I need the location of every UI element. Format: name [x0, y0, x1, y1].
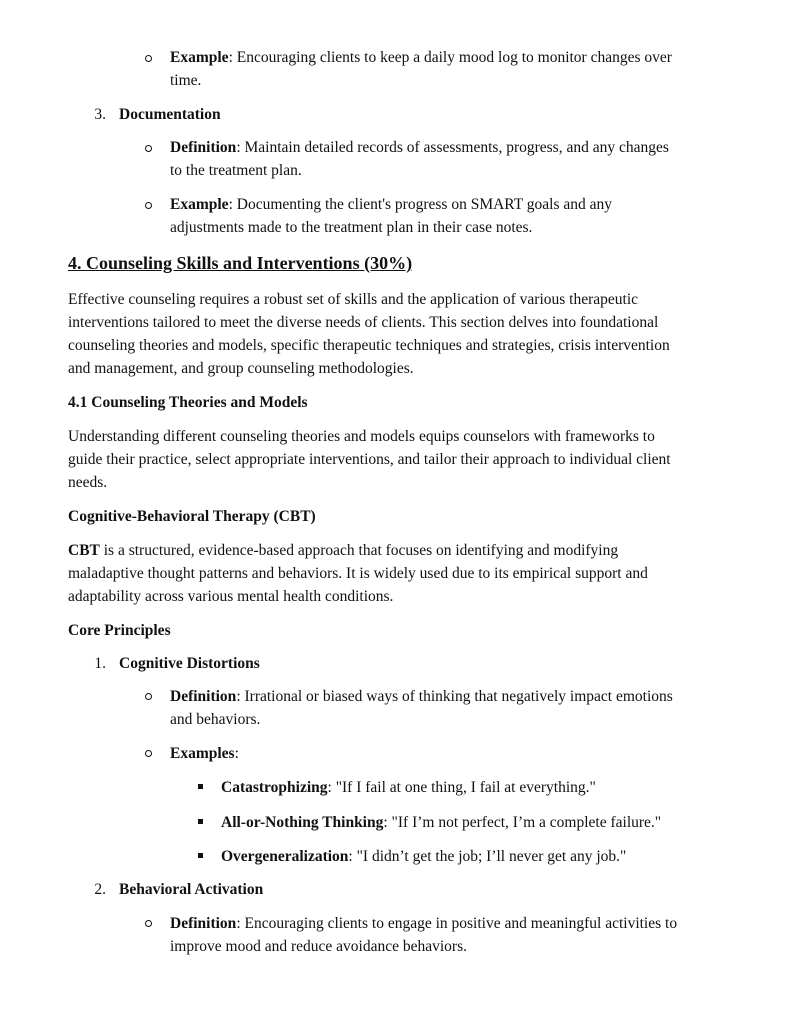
section-4-intro-line: and management, and group counseling methodologies.	[68, 360, 414, 377]
documentation-title: Documentation	[119, 106, 221, 123]
documentation-example: Example: Documenting the client's progress on SMART goals and any	[170, 196, 612, 213]
example-catastrophizing: Catastrophizing: "If I fail at one thing, I fail at everything."	[221, 779, 596, 796]
example-label: Example	[170, 49, 229, 66]
cbt-line-1: CBT is a structured, evidence-based approach that focuses on identifying and modifying	[68, 542, 619, 559]
hollow-bullet-icon	[145, 145, 152, 152]
hollow-bullet-icon	[145, 202, 152, 209]
hollow-bullet-icon	[145, 750, 152, 757]
top-example-line	[170, 46, 672, 69]
hollow-bullet-icon	[145, 55, 152, 62]
top-example-cont: time.	[170, 72, 202, 89]
behavioral-activation-definition-cont: improve mood and reduce avoidance behaviors.	[170, 938, 467, 955]
core-principles-heading: Core Principles	[68, 622, 171, 639]
hollow-bullet-icon	[145, 693, 152, 700]
subsection-4-1-line: needs.	[68, 474, 108, 491]
cbt-heading: Cognitive-Behavioral Therapy (CBT)	[68, 508, 316, 525]
example-overgeneralization: Overgeneralization: "I didn’t get the job; I’ll never get any job."	[221, 848, 627, 865]
section-4-intro-line: Effective counseling requires a robust set of skills and the application of various therapeutic	[68, 291, 639, 308]
documentation-example-cont: adjustments made to the treatment plan in their case notes.	[170, 219, 533, 236]
list-number-3: 3.	[94, 106, 106, 123]
documentation-definition-cont: to the treatment plan.	[170, 162, 302, 179]
behavioral-activation-definition: Definition: Encouraging clients to engage in positive and meaningful activities to	[170, 915, 678, 932]
hollow-bullet-icon	[145, 920, 152, 927]
behavioral-activation-title: Behavioral Activation	[119, 881, 264, 898]
subsection-4-1-line: guide their practice, select appropriate interventions, and tailor their approach to individual client	[68, 451, 671, 468]
examples-label-line: Examples:	[170, 745, 239, 762]
cognitive-distortions-title: Cognitive Distortions	[119, 655, 260, 672]
example-text: : Encouraging clients to keep a daily mood log to monitor changes over	[228, 49, 672, 66]
subsection-4-1-heading: 4.1 Counseling Theories and Models	[68, 394, 308, 411]
section-4-heading: 4. Counseling Skills and Interventions (30%)	[68, 253, 413, 273]
cognitive-distortions-definition: Definition: Irrational or biased ways of thinking that negatively impact emotions	[170, 688, 673, 705]
cbt-line-3: adaptability across various mental health conditions.	[68, 588, 394, 605]
square-bullet-icon	[198, 853, 203, 858]
square-bullet-icon	[198, 784, 203, 789]
square-bullet-icon	[198, 819, 203, 824]
example-all-or-nothing: All-or-Nothing Thinking: "If I’m not perfect, I’m a complete failure."	[221, 814, 662, 831]
section-4-intro-line: counseling theories and models, specific therapeutic techniques and strategies, crisis intervention	[68, 337, 670, 354]
documentation-definition: Definition: Maintain detailed records of assessments, progress, and any changes	[170, 139, 669, 156]
list-number-2: 2.	[94, 881, 106, 898]
section-4-intro-line: interventions tailored to meet the diverse needs of clients. This section delves into foundational	[68, 314, 659, 331]
list-number-1: 1.	[94, 655, 106, 672]
cognitive-distortions-definition-cont: and behaviors.	[170, 711, 261, 728]
cbt-line-2: maladaptive thought patterns and behaviors. It is widely used due to its empirical support and	[68, 565, 648, 582]
subsection-4-1-line: Understanding different counseling theories and models equips counselors with frameworks to	[68, 428, 655, 445]
